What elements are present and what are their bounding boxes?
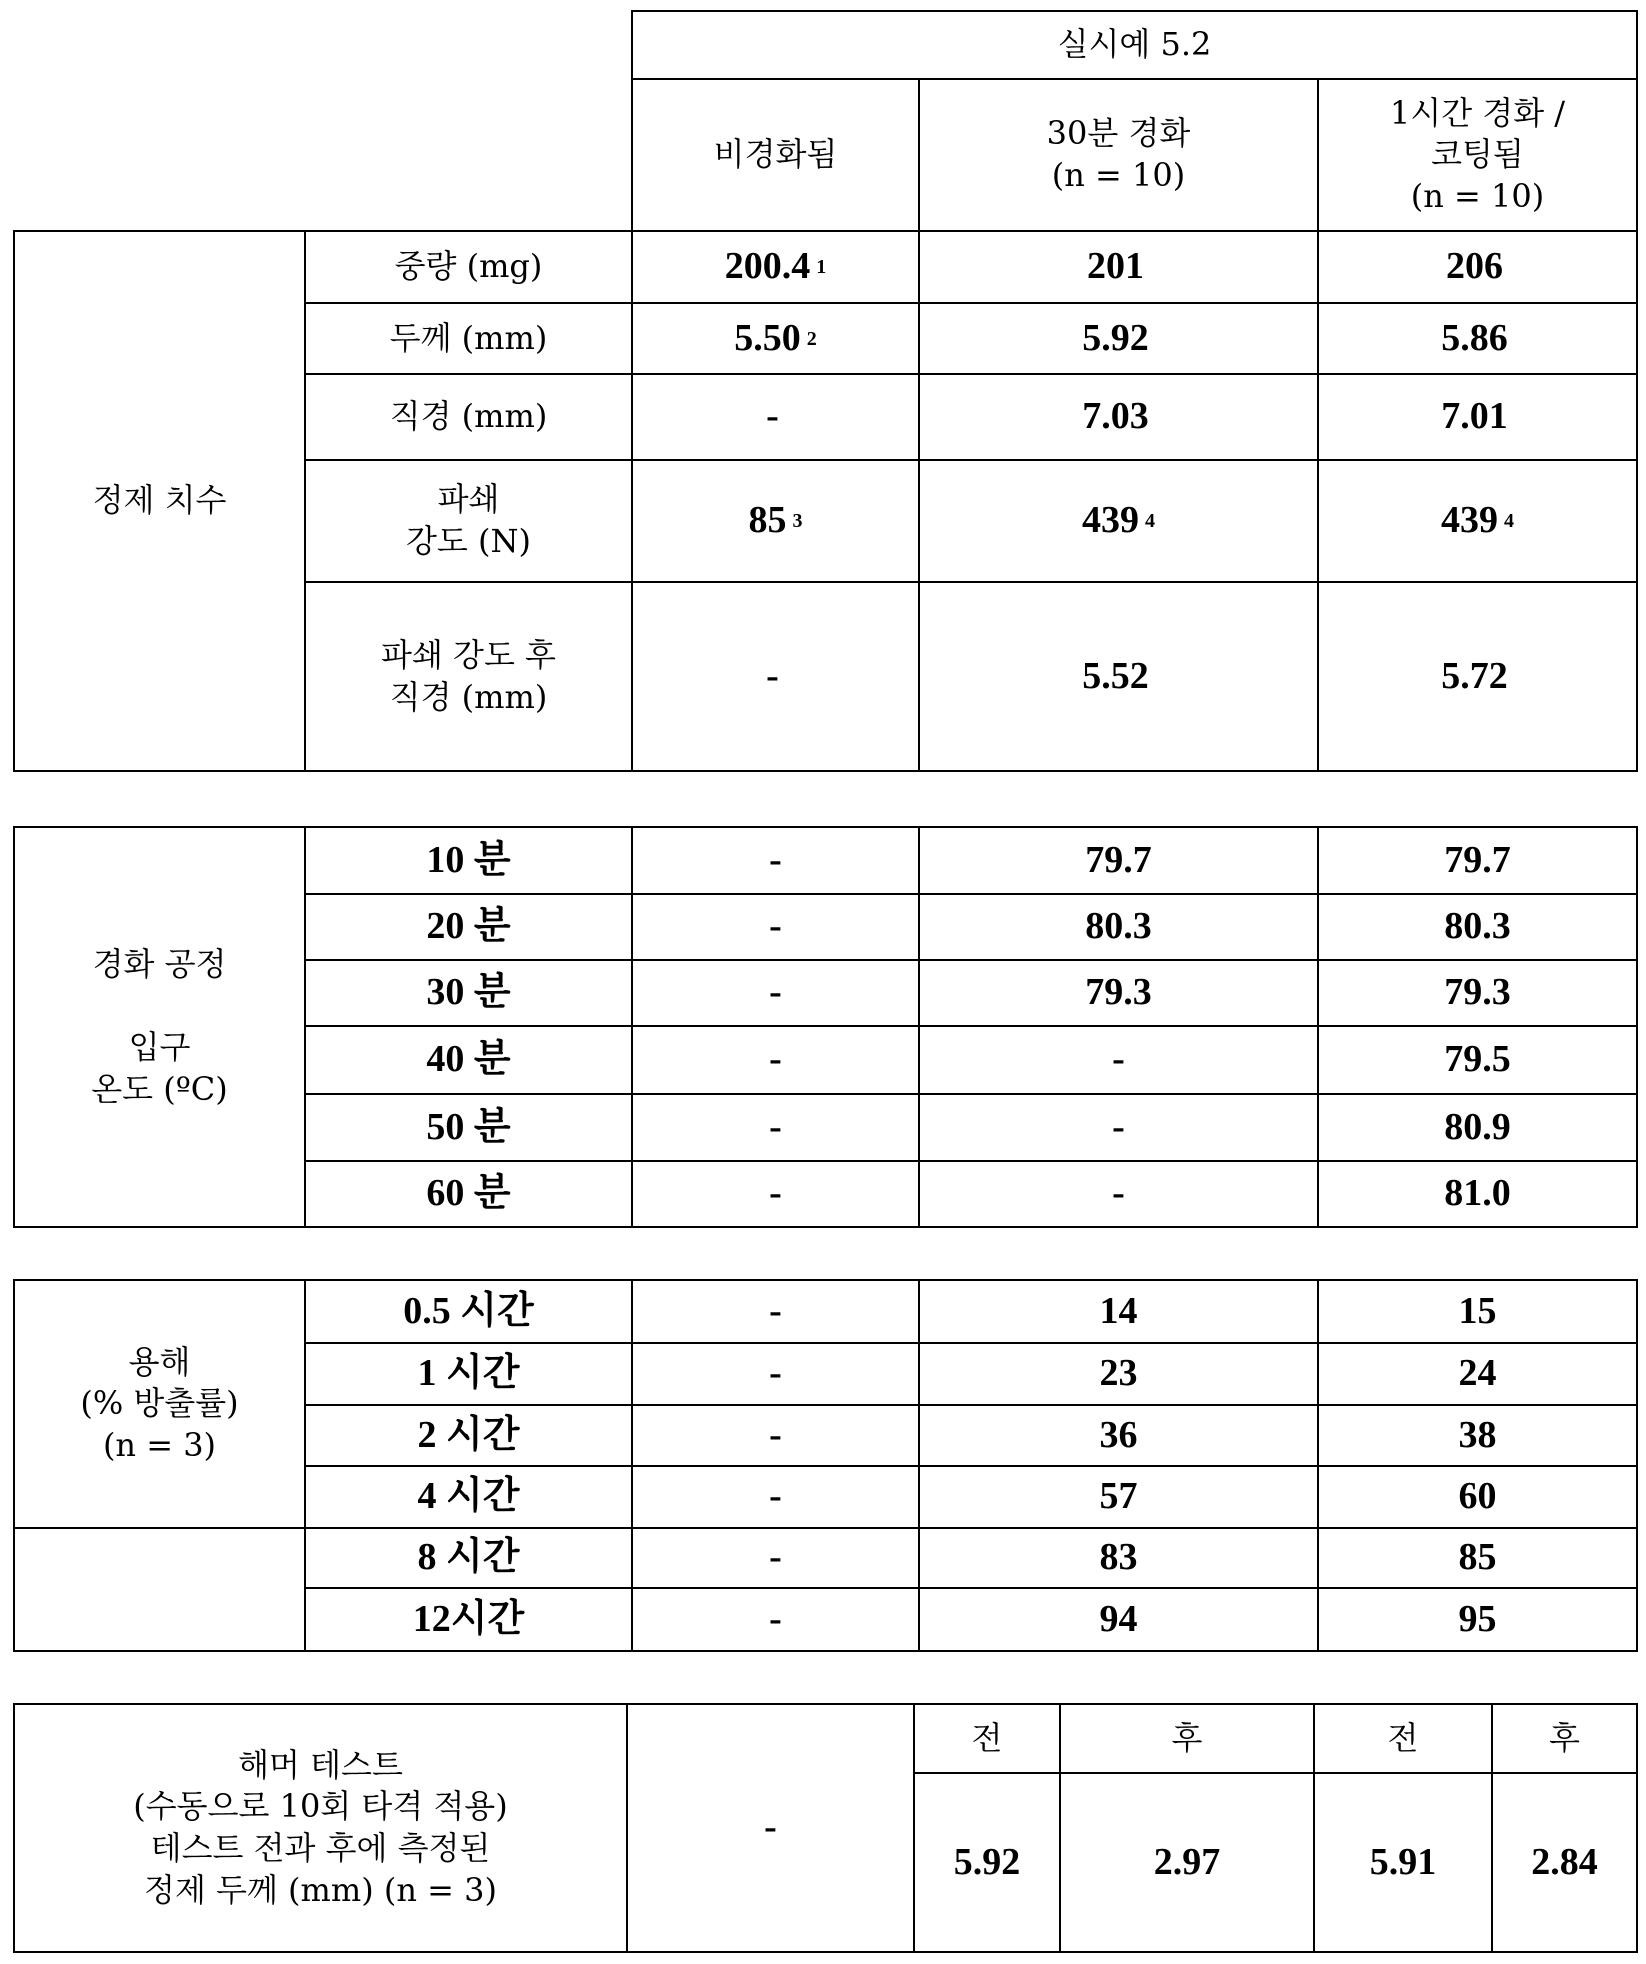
table-cell-text: 80.3 bbox=[1444, 902, 1511, 951]
table-cell bbox=[1317, 373, 1638, 461]
table-cell bbox=[631, 826, 920, 895]
table-cell-text: 79.7 bbox=[1444, 836, 1511, 885]
sub-header-text: 후 bbox=[1172, 1718, 1203, 1760]
table-cell bbox=[918, 1160, 1319, 1228]
table-cell bbox=[1317, 1587, 1638, 1652]
table-cell-text: 36 bbox=[1100, 1411, 1138, 1460]
table-cell bbox=[1317, 959, 1638, 1027]
footnote-marker: 2 bbox=[807, 326, 817, 352]
footnote-marker: 4 bbox=[1145, 508, 1155, 534]
footnote-marker: 4 bbox=[1504, 508, 1514, 534]
table-cell bbox=[631, 1342, 920, 1406]
table-cell-text: 2.97 bbox=[1154, 1838, 1221, 1887]
row-label-text: 60 분 bbox=[426, 1169, 510, 1218]
table-cell-text: 60 bbox=[1459, 1472, 1497, 1521]
sub-header-text: 전 bbox=[972, 1718, 1003, 1760]
table-cell-text: 85 bbox=[1459, 1533, 1497, 1582]
table-cell-text: - bbox=[769, 1103, 782, 1152]
table-cell-text: 7.03 bbox=[1082, 392, 1149, 441]
table-cell bbox=[918, 1527, 1319, 1589]
table-cell-text: 95 bbox=[1459, 1595, 1497, 1644]
table-cell bbox=[1317, 893, 1638, 961]
sub-header bbox=[1059, 1703, 1315, 1774]
table-cell-text: - bbox=[766, 392, 779, 441]
table-cell bbox=[631, 459, 920, 583]
table-cell bbox=[1317, 1160, 1638, 1228]
table-cell-text: 15 bbox=[1459, 1287, 1497, 1336]
table-cell bbox=[918, 959, 1319, 1027]
table-cell bbox=[631, 1160, 920, 1228]
table-cell-text: 5.91 bbox=[1370, 1838, 1437, 1887]
table-cell-text: - bbox=[769, 1533, 782, 1582]
table-cell bbox=[1317, 826, 1638, 895]
table-cell-text: 79.5 bbox=[1444, 1035, 1511, 1084]
table-cell bbox=[631, 893, 920, 961]
row-label bbox=[304, 1465, 633, 1529]
table-cell bbox=[1317, 302, 1638, 375]
table-cell bbox=[631, 1025, 920, 1095]
row-label-text: 파쇄 강도 후 직경 (mm) bbox=[381, 635, 556, 718]
table-cell bbox=[918, 230, 1319, 304]
hammer-test-label bbox=[13, 1703, 628, 1953]
table-cell bbox=[1317, 1025, 1638, 1095]
table-cell bbox=[626, 1703, 915, 1953]
sub-header-text: 후 bbox=[1549, 1718, 1580, 1760]
row-label bbox=[304, 1160, 633, 1228]
group-label bbox=[13, 1279, 306, 1529]
column-header-text: 30분 경화 (n = 10) bbox=[1047, 113, 1191, 196]
row-label-text: 20 분 bbox=[426, 902, 510, 951]
footnote-marker: 3 bbox=[793, 508, 803, 534]
table-cell-text: 24 bbox=[1459, 1349, 1497, 1398]
table-cell bbox=[1317, 459, 1638, 583]
sub-header bbox=[1491, 1703, 1638, 1774]
table-cell-text: 85 bbox=[749, 496, 787, 545]
table-cell bbox=[1317, 1404, 1638, 1467]
table-cell-text: - bbox=[766, 652, 779, 701]
table-cell bbox=[631, 959, 920, 1027]
table-cell bbox=[631, 230, 920, 304]
table-cell-text: 5.86 bbox=[1441, 314, 1508, 363]
table-cell bbox=[918, 1587, 1319, 1652]
table-cell bbox=[913, 1772, 1061, 1953]
table-cell bbox=[631, 1527, 920, 1589]
table-cell-text: - bbox=[769, 968, 782, 1017]
row-label-text: 2 시간 bbox=[418, 1411, 520, 1460]
table-cell-text: 5.92 bbox=[1082, 314, 1149, 363]
row-label-text: 직경 (mm) bbox=[390, 396, 548, 438]
group-label bbox=[13, 230, 306, 772]
table-cell bbox=[918, 1342, 1319, 1406]
table-cell-text: 7.01 bbox=[1441, 392, 1508, 441]
table-cell-text: 14 bbox=[1100, 1287, 1138, 1336]
group-label-text: 정제 치수 bbox=[93, 480, 227, 522]
column-header-text: 비경화됨 bbox=[714, 134, 838, 176]
column-header bbox=[631, 78, 920, 232]
table-cell-text: 5.50 bbox=[734, 314, 801, 363]
table-cell bbox=[918, 1279, 1319, 1344]
table-cell bbox=[1313, 1772, 1493, 1953]
table-cell-text: 94 bbox=[1100, 1595, 1138, 1644]
table-cell-text: 200.4 bbox=[725, 242, 811, 291]
table-cell bbox=[631, 1404, 920, 1467]
row-label bbox=[304, 230, 633, 304]
row-label bbox=[304, 1025, 633, 1095]
row-label-text: 40 분 bbox=[426, 1035, 510, 1084]
row-label bbox=[304, 1093, 633, 1162]
row-label-text: 중량 (mg) bbox=[395, 246, 543, 288]
row-label bbox=[304, 1404, 633, 1467]
table-cell-text: 57 bbox=[1100, 1472, 1138, 1521]
table-cell-text: - bbox=[1112, 1169, 1125, 1218]
table-cell-text: 439 bbox=[1441, 496, 1498, 545]
row-label bbox=[304, 1587, 633, 1652]
table-cell-text: - bbox=[764, 1803, 777, 1852]
table-cell bbox=[918, 1025, 1319, 1095]
header-title-text: 실시예 5.2 bbox=[1058, 24, 1212, 66]
table-cell-text: 5.72 bbox=[1441, 652, 1508, 701]
table-cell bbox=[631, 1279, 920, 1344]
row-label-text: 8 시간 bbox=[418, 1533, 520, 1582]
row-label bbox=[304, 893, 633, 961]
table-cell bbox=[918, 893, 1319, 961]
table-cell-text: - bbox=[769, 1035, 782, 1084]
table-cell-text: 2.84 bbox=[1531, 1838, 1598, 1887]
table-cell-text: 23 bbox=[1100, 1349, 1138, 1398]
sub-header bbox=[913, 1703, 1061, 1774]
table-cell bbox=[918, 1404, 1319, 1467]
row-label-text: 12시간 bbox=[413, 1595, 524, 1644]
row-label bbox=[304, 302, 633, 375]
table-cell bbox=[1317, 1279, 1638, 1344]
table-cell bbox=[631, 302, 920, 375]
hammer-test-label-text: 해머 테스트 (수동으로 10회 타격 적용) 테스트 전과 후에 측정된 정제 두께 (mm) (n = 3) bbox=[133, 1745, 507, 1911]
row-label bbox=[304, 373, 633, 461]
row-label-text: 30 분 bbox=[426, 968, 510, 1017]
row-label-text: 4 시간 bbox=[418, 1472, 520, 1521]
table-cell-text: - bbox=[769, 1349, 782, 1398]
table-cell-text: 206 bbox=[1446, 242, 1503, 291]
table-cell bbox=[1491, 1772, 1638, 1953]
row-label bbox=[304, 581, 633, 772]
table-cell-text: - bbox=[769, 1411, 782, 1460]
table-cell-text: 439 bbox=[1082, 496, 1139, 545]
row-label-text: 두께 (mm) bbox=[390, 318, 548, 360]
table-cell-text: - bbox=[769, 1287, 782, 1336]
row-label bbox=[304, 826, 633, 895]
table-cell-text: 79.7 bbox=[1085, 836, 1152, 885]
table-cell bbox=[1317, 230, 1638, 304]
table-cell bbox=[918, 302, 1319, 375]
column-header bbox=[1317, 78, 1638, 232]
table-cell-text: - bbox=[769, 902, 782, 951]
table-cell-text: - bbox=[769, 836, 782, 885]
column-header-text: 1시간 경화 / 코팅됨 (n = 10) bbox=[1390, 93, 1565, 218]
header-title bbox=[631, 10, 1638, 80]
table-cell bbox=[631, 1465, 920, 1529]
table-cell-text: 79.3 bbox=[1444, 968, 1511, 1017]
table-cell-text: 201 bbox=[1087, 242, 1144, 291]
table-cell-text: 79.3 bbox=[1085, 968, 1152, 1017]
row-label bbox=[304, 1279, 633, 1344]
row-label-text: 1 시간 bbox=[418, 1349, 520, 1398]
table-cell-text: - bbox=[1112, 1035, 1125, 1084]
row-label-text: 10 분 bbox=[426, 836, 510, 885]
sub-header-text: 전 bbox=[1388, 1718, 1419, 1760]
table-cell bbox=[631, 373, 920, 461]
table-cell-text: 80.3 bbox=[1085, 902, 1152, 951]
table-cell bbox=[1059, 1772, 1315, 1953]
table-cell bbox=[1317, 581, 1638, 772]
table-cell-text: - bbox=[769, 1595, 782, 1644]
row-label-text: 0.5 시간 bbox=[403, 1287, 533, 1336]
table-cell-text: 38 bbox=[1459, 1411, 1497, 1460]
table-cell bbox=[918, 826, 1319, 895]
table-cell bbox=[918, 373, 1319, 461]
row-label bbox=[304, 1527, 633, 1589]
row-label-text: 50 분 bbox=[426, 1103, 510, 1152]
sub-header bbox=[1313, 1703, 1493, 1774]
group-label bbox=[13, 826, 306, 1228]
table-cell bbox=[1317, 1093, 1638, 1162]
table-cell-text: 5.92 bbox=[954, 1838, 1021, 1887]
row-label bbox=[304, 959, 633, 1027]
group-label-text: 용해 (% 방출률) (n = 3) bbox=[80, 1342, 238, 1467]
row-label bbox=[304, 459, 633, 583]
table-cell bbox=[1317, 1527, 1638, 1589]
table-cell-text: - bbox=[769, 1169, 782, 1218]
table-cell bbox=[631, 1587, 920, 1652]
table-cell-text: - bbox=[769, 1472, 782, 1521]
table-cell bbox=[1317, 1342, 1638, 1406]
table-cell bbox=[918, 459, 1319, 583]
table-cell-text: 83 bbox=[1100, 1533, 1138, 1582]
row-label-text: 파쇄 강도 (N) bbox=[406, 479, 531, 562]
table-cell bbox=[918, 1465, 1319, 1529]
column-header bbox=[918, 78, 1319, 232]
table-cell-text: 5.52 bbox=[1082, 652, 1149, 701]
group-label-text: 경화 공정 입구 온도 (ºC) bbox=[91, 944, 228, 1110]
table-cell bbox=[1317, 1465, 1638, 1529]
table-cell bbox=[918, 581, 1319, 772]
table-cell-text: - bbox=[1112, 1103, 1125, 1152]
table-cell bbox=[918, 1093, 1319, 1162]
empty-cell bbox=[13, 1527, 306, 1652]
footnote-marker: 1 bbox=[816, 254, 826, 280]
table-cell bbox=[631, 1093, 920, 1162]
table-cell bbox=[631, 581, 920, 772]
table-cell-text: 81.0 bbox=[1444, 1169, 1511, 1218]
table-cell-text: 80.9 bbox=[1444, 1103, 1511, 1152]
row-label bbox=[304, 1342, 633, 1406]
